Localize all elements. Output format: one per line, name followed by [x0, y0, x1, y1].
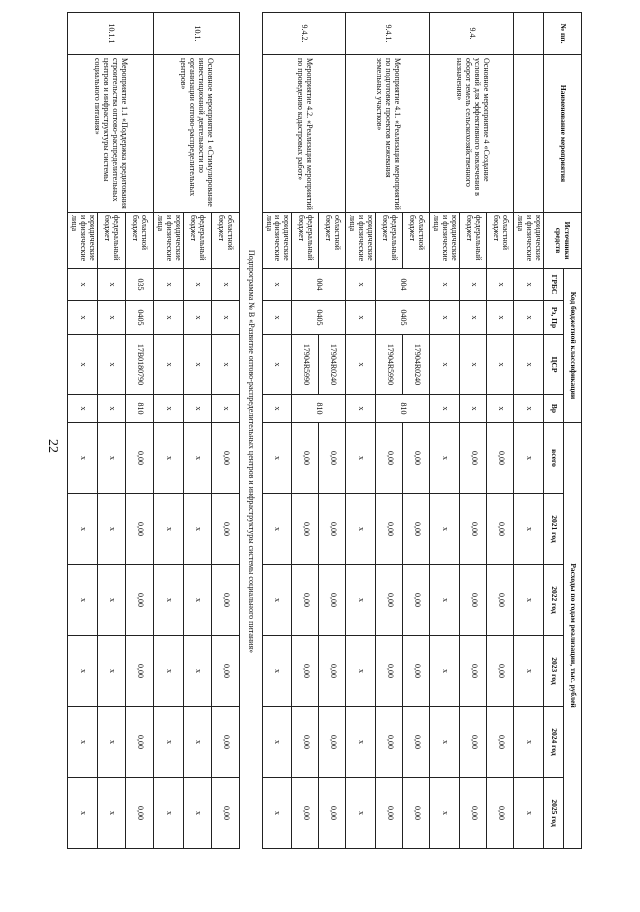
measure-name: Основное мероприятие 4 «Создание условий для эффективного вовлечения в оборот земель сельскохозяйственного назначения»: [430, 55, 514, 213]
code-rzpr: х: [97, 301, 125, 335]
code-grbs: х: [346, 269, 376, 301]
item-number: 10.1.: [153, 13, 239, 55]
code-vr: 810: [376, 395, 430, 423]
code-rzpr: х: [262, 301, 292, 335]
code-vr: х: [153, 395, 183, 423]
item-number: [514, 13, 544, 55]
year-value: 0,00: [125, 565, 153, 636]
year-value: 0,00: [487, 494, 514, 565]
total-value: х: [153, 423, 183, 494]
measure-name: [514, 55, 544, 213]
funding-source: федеральный бюджет: [292, 213, 319, 269]
year-value: 0,00: [319, 636, 346, 707]
measure-name: Основное мероприятие 1 «Стимулирование инвестиционной деятельности по организации оптово-распределительных центров»: [153, 55, 239, 213]
year-value: 0,00: [125, 494, 153, 565]
year-value: х: [346, 707, 376, 778]
measure-name: Мероприятие 1.1 «Поддержка кредитования строительства оптово-распределительных центров и инфраструктуры системы социального питания»: [67, 55, 153, 213]
code-rzpr: х: [67, 301, 97, 335]
header-budget-code: Код бюджетной классификации: [564, 269, 582, 423]
code-csr: х: [514, 335, 544, 395]
code-csr: х: [487, 335, 514, 395]
code-grbs: х: [67, 269, 97, 301]
year-value: х: [183, 565, 211, 636]
year-value: х: [67, 494, 97, 565]
total-value: х: [346, 423, 376, 494]
year-value: х: [346, 636, 376, 707]
year-value: 0,00: [460, 778, 487, 849]
funding-source: федеральный бюджет: [97, 213, 125, 269]
year-value: 0,00: [487, 565, 514, 636]
year-value: х: [514, 707, 544, 778]
funding-source: юридические и физические лица: [262, 213, 292, 269]
code-vr: х: [487, 395, 514, 423]
year-value: 0,00: [487, 707, 514, 778]
total-value: х: [67, 423, 97, 494]
code-csr: х: [430, 335, 460, 395]
table-row: [514, 13, 544, 849]
header-total: всего: [544, 423, 564, 494]
year-value: 0,00: [292, 636, 319, 707]
code-vr: х: [514, 395, 544, 423]
year-value: х: [97, 778, 125, 849]
year-value: 0,00: [211, 565, 239, 636]
year-value: х: [262, 778, 292, 849]
code-grbs: 004: [376, 269, 430, 301]
total-value: х: [514, 423, 544, 494]
year-value: 0,00: [211, 494, 239, 565]
total-value: х: [97, 423, 125, 494]
year-value: х: [514, 778, 544, 849]
code-vr: х: [183, 395, 211, 423]
year-value: 0,00: [292, 565, 319, 636]
year-value: 0,00: [460, 707, 487, 778]
code-vr: 810: [292, 395, 346, 423]
page-number: 22: [45, 439, 60, 453]
year-value: х: [262, 565, 292, 636]
code-rzpr: х: [514, 301, 544, 335]
code-grbs: х: [460, 269, 487, 301]
code-csr: х: [262, 335, 292, 395]
year-value: х: [97, 565, 125, 636]
total-value: 0,00: [211, 423, 239, 494]
code-csr: 17904R5990: [376, 335, 403, 395]
year-value: х: [346, 494, 376, 565]
total-value: х: [183, 423, 211, 494]
code-csr: 17904R0240: [319, 335, 346, 395]
year-value: 0,00: [319, 707, 346, 778]
item-number: 9.4.2.: [262, 13, 346, 55]
code-grbs: 004: [292, 269, 346, 301]
funding-source: юридические и физические лица: [67, 213, 97, 269]
funding-source: областной бюджет: [319, 213, 346, 269]
total-value: х: [430, 423, 460, 494]
code-grbs: х: [183, 269, 211, 301]
table-row: [319, 13, 346, 849]
year-value: х: [67, 707, 97, 778]
year-value: 0,00: [319, 565, 346, 636]
year-value: 0,00: [403, 778, 430, 849]
year-value: х: [346, 565, 376, 636]
year-value: 0,00: [125, 636, 153, 707]
total-value: 0,00: [403, 423, 430, 494]
year-value: 0,00: [319, 494, 346, 565]
table-row: [487, 13, 514, 849]
year-value: х: [153, 565, 183, 636]
funding-source: федеральный бюджет: [376, 213, 403, 269]
code-grbs: х: [97, 269, 125, 301]
header-vr: Вр: [544, 395, 564, 423]
year-value: х: [153, 494, 183, 565]
code-grbs: х: [211, 269, 239, 301]
year-value: 0,00: [376, 707, 403, 778]
header-expenses: Расходы по годам реализации, тыс. рублей: [564, 423, 582, 849]
code-vr: х: [346, 395, 376, 423]
year-value: 0,00: [376, 494, 403, 565]
header-name: Наименование мероприятия: [544, 55, 582, 213]
total-value: 0,00: [125, 423, 153, 494]
year-value: х: [430, 707, 460, 778]
code-vr: х: [460, 395, 487, 423]
year-value: х: [183, 636, 211, 707]
year-value: х: [183, 778, 211, 849]
code-csr: 17В0180790: [125, 335, 153, 395]
code-csr: х: [211, 335, 239, 395]
code-grbs: х: [514, 269, 544, 301]
year-value: х: [97, 707, 125, 778]
subprogram-row: [239, 13, 262, 849]
year-value: 0,00: [376, 778, 403, 849]
header-source: Источники средств: [544, 213, 582, 269]
code-grbs: х: [153, 269, 183, 301]
year-value: х: [67, 565, 97, 636]
table-row: [211, 13, 239, 849]
year-value: 0,00: [125, 707, 153, 778]
year-value: 0,00: [211, 636, 239, 707]
funding-source: юридические и физические лица: [153, 213, 183, 269]
code-rzpr: х: [183, 301, 211, 335]
code-vr: х: [67, 395, 97, 423]
year-value: х: [430, 494, 460, 565]
item-number: 9.4.: [430, 13, 514, 55]
year-value: 0,00: [460, 636, 487, 707]
total-value: 0,00: [292, 423, 319, 494]
year-value: 0,00: [211, 778, 239, 849]
year-value: х: [183, 494, 211, 565]
funding-source: федеральный бюджет: [460, 213, 487, 269]
code-rzpr: 0405: [376, 301, 430, 335]
code-rzpr: 0405: [292, 301, 346, 335]
year-value: 0,00: [211, 707, 239, 778]
code-csr: 17904R0240: [403, 335, 430, 395]
year-value: х: [430, 565, 460, 636]
code-csr: х: [153, 335, 183, 395]
year-value: 0,00: [125, 778, 153, 849]
funding-source: областной бюджет: [211, 213, 239, 269]
funding-source: юридические и физические лица: [346, 213, 376, 269]
header-csr: ЦСР: [544, 335, 564, 395]
header-no: № пп.: [544, 13, 582, 55]
year-value: 0,00: [376, 565, 403, 636]
code-vr: х: [430, 395, 460, 423]
year-value: 0,00: [403, 636, 430, 707]
year-value: х: [97, 494, 125, 565]
year-value: 0,00: [403, 565, 430, 636]
year-value: х: [430, 636, 460, 707]
total-value: 0,00: [460, 423, 487, 494]
year-value: х: [430, 778, 460, 849]
year-value: 0,00: [460, 565, 487, 636]
expenses-table: [67, 12, 582, 849]
year-value: х: [346, 778, 376, 849]
year-value: 0,00: [487, 778, 514, 849]
year-value: х: [514, 636, 544, 707]
year-value: х: [97, 636, 125, 707]
header-rzpr: Рз, Пр: [544, 301, 564, 335]
code-csr: х: [460, 335, 487, 395]
table-row: [403, 13, 430, 849]
header-year: 2022 год: [544, 565, 564, 636]
code-vr: 810: [125, 395, 153, 423]
year-value: 0,00: [403, 494, 430, 565]
year-value: х: [67, 636, 97, 707]
code-vr: х: [97, 395, 125, 423]
year-value: х: [514, 494, 544, 565]
funding-source: областной бюджет: [403, 213, 430, 269]
code-rzpr: х: [211, 301, 239, 335]
code-vr: х: [211, 395, 239, 423]
code-rzpr: х: [460, 301, 487, 335]
code-rzpr: х: [153, 301, 183, 335]
year-value: 0,00: [460, 494, 487, 565]
header-year: 2023 год: [544, 636, 564, 707]
year-value: х: [153, 778, 183, 849]
item-number: 10.1.1: [67, 13, 153, 55]
subprogram-title: Подпрограмма № В «Развитие оптово-распределительных центров и инфраструктуры системы социального питания»: [239, 55, 262, 849]
year-value: х: [183, 707, 211, 778]
measure-name: Мероприятие 4.2. «Реализация мероприятий по проведению кадастровых работ»: [262, 55, 346, 213]
year-value: 0,00: [292, 707, 319, 778]
measure-name: Мероприятие 4.1. «Реализация мероприятий по подготовке проектов межевания земельных участков»: [346, 55, 430, 213]
code-vr: х: [262, 395, 292, 423]
total-value: 0,00: [487, 423, 514, 494]
year-value: 0,00: [292, 494, 319, 565]
table-row: [125, 13, 153, 849]
year-value: х: [262, 494, 292, 565]
header-year: 2025 год: [544, 778, 564, 849]
funding-source: юридические и физические лица: [430, 213, 460, 269]
code-csr: х: [183, 335, 211, 395]
year-value: 0,00: [292, 778, 319, 849]
year-value: 0,00: [487, 636, 514, 707]
year-value: х: [262, 636, 292, 707]
rotated-table-page: [69, 12, 582, 848]
total-value: 0,00: [376, 423, 403, 494]
code-csr: 17904R5990: [292, 335, 319, 395]
code-rzpr: х: [346, 301, 376, 335]
code-rzpr: х: [430, 301, 460, 335]
year-value: 0,00: [376, 636, 403, 707]
code-rzpr: х: [487, 301, 514, 335]
code-csr: х: [67, 335, 97, 395]
year-value: х: [67, 778, 97, 849]
year-value: х: [514, 565, 544, 636]
code-csr: х: [346, 335, 376, 395]
year-value: 0,00: [319, 778, 346, 849]
header-grbs: ГРБС: [544, 269, 564, 301]
code-grbs: х: [430, 269, 460, 301]
funding-source: областной бюджет: [125, 213, 153, 269]
code-rzpr: 0405: [125, 301, 153, 335]
code-csr: х: [97, 335, 125, 395]
year-value: х: [153, 636, 183, 707]
year-value: 0,00: [403, 707, 430, 778]
code-grbs: х: [487, 269, 514, 301]
funding-source: федеральный бюджет: [183, 213, 211, 269]
year-value: х: [262, 707, 292, 778]
funding-source: юридические и физические лица: [514, 213, 544, 269]
header-year: 2024 год: [544, 707, 564, 778]
total-value: 0,00: [319, 423, 346, 494]
code-grbs: 035: [125, 269, 153, 301]
header-year: 2021 год: [544, 494, 564, 565]
item-number: 9.4.1.: [346, 13, 430, 55]
code-grbs: х: [262, 269, 292, 301]
total-value: х: [262, 423, 292, 494]
year-value: х: [153, 707, 183, 778]
funding-source: областной бюджет: [487, 213, 514, 269]
